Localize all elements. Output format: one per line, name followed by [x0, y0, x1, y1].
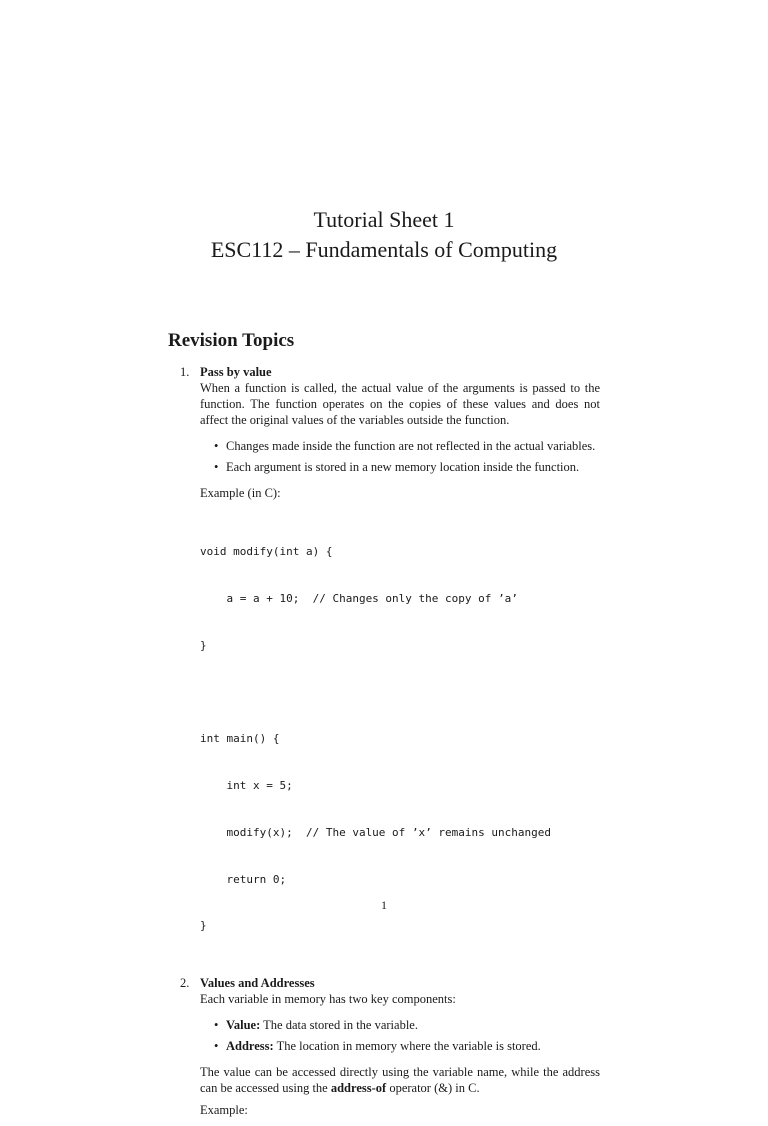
code-line: modify(x); // The value of ’x’ remains unchanged: [200, 825, 551, 839]
list-item: [200, 438, 600, 454]
section-heading: Revision Topics: [168, 330, 295, 351]
topic-title: Pass by value: [200, 365, 272, 379]
list-item: [200, 1017, 600, 1033]
bullet-dot: •: [214, 460, 219, 474]
code-line: int main() {: [200, 732, 280, 746]
topic-intro: When a function is called, the actual value of the arguments is passed to the function. The function operates on the copies of these values and does not affect the original values of the variables outside the function.: [200, 381, 600, 427]
bullet-term: Address:: [226, 1039, 274, 1054]
page-number: 1: [381, 898, 387, 912]
topic-pass-by-value: [168, 364, 600, 965]
document-title: [0, 205, 768, 265]
topic-number: 1.: [180, 365, 190, 379]
paragraph-text: The value can be accessed directly using the variable name, while the address can be accessed using the: [200, 1065, 600, 1096]
bullet-text: Each argument is stored in a new memory location inside the function.: [226, 460, 580, 474]
code-line: }: [200, 919, 207, 933]
topic-paragraph: [200, 1064, 600, 1096]
code-line: [200, 685, 600, 701]
topic-values-and-addresses: [168, 975, 600, 1118]
paragraph-text: operator (&) in C.: [386, 1081, 480, 1096]
topic-intro: Each variable in memory has two key components:: [200, 992, 456, 1007]
code-line: void modify(int a) {: [200, 545, 333, 559]
bullet-term: Value:: [226, 1018, 261, 1033]
paragraph-bold-term: address-of: [330, 1081, 387, 1096]
code-line: int x = 5;: [200, 779, 293, 793]
bullet-text: The location in memory where the variable is stored.: [273, 1039, 541, 1054]
code-line: a = a + 10; // Changes only the copy of ’a’: [200, 591, 518, 605]
code-line: return 0;: [200, 872, 287, 886]
bullet-text: The data stored in the variable.: [260, 1018, 418, 1033]
code-line: }: [200, 638, 207, 652]
topic-number: 2.: [180, 976, 190, 991]
list-item: [200, 459, 600, 475]
bullet-dot: •: [214, 1039, 219, 1054]
bullet-list: [200, 1017, 600, 1054]
example-label: Example (in C):: [200, 486, 281, 500]
list-item: [200, 1038, 600, 1054]
title-line-1: Tutorial Sheet 1: [313, 207, 455, 232]
bullet-list: [200, 438, 600, 475]
topic-title: Values and Addresses: [200, 976, 315, 991]
example-label: Example:: [200, 1103, 248, 1118]
bullet-dot: •: [214, 1018, 219, 1033]
topics-list: [168, 364, 600, 1126]
bullet-text: Changes made inside the function are not reflected in the actual variables.: [226, 439, 596, 453]
bullet-dot: •: [214, 439, 219, 453]
title-line-2: ESC112 – Fundamentals of Computing: [210, 237, 558, 262]
